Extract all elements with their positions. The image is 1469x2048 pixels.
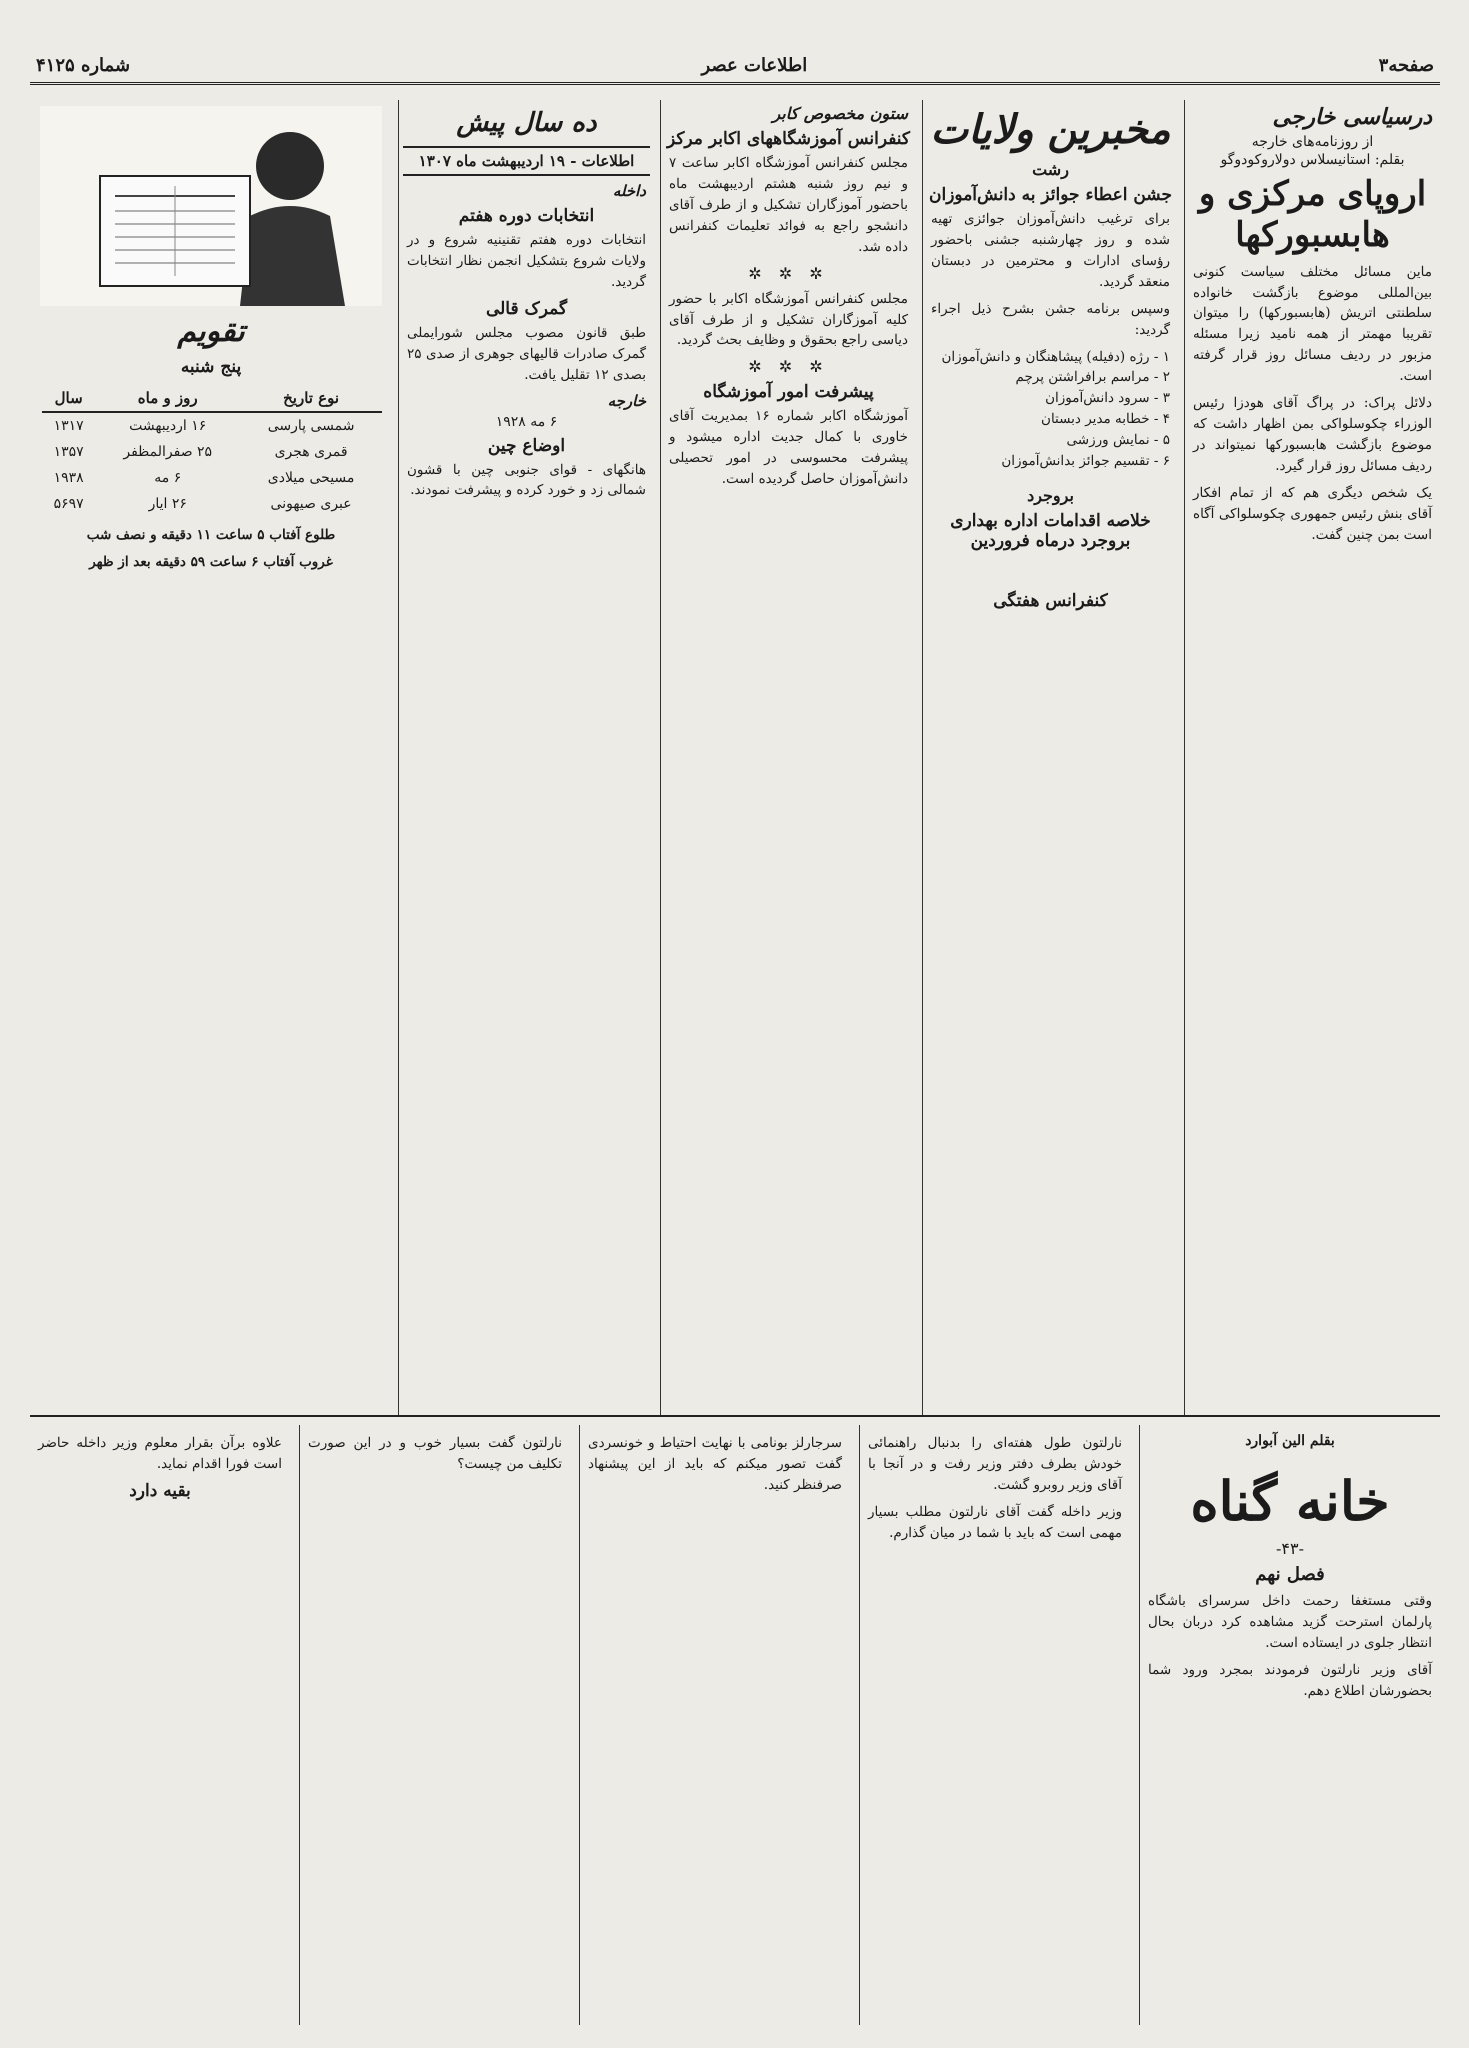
calendar-table — [42, 385, 382, 517]
calendar-cell: ۱۳۱۷ — [53, 418, 84, 434]
calendar-header: سال — [42, 385, 95, 412]
calendar-row — [42, 465, 382, 491]
serial-text-column — [30, 1425, 290, 2025]
serial-text-column — [859, 1425, 1130, 2025]
news-text: هانگهای - قوای جنوبی چین با قشون شمالی زد و خورد کرده و پیشرفت نمودند. — [407, 461, 646, 499]
dateline-place: رشت — [1032, 160, 1069, 179]
calendar-row — [42, 412, 382, 439]
article-paragraph: یک شخص دیگری هم که از تمام افکار آقای بنش رئیس جمهوری چکوسلواکی آگاه است بمن چنین گفت. — [1193, 484, 1432, 543]
article-paragraph: وسپس برنامه جشن بشرح ذیل اجراء گردید: — [931, 300, 1170, 338]
section-kicker: ستون مخصوص کابر — [772, 104, 908, 123]
news-text: طبق قانون مصوب مجلس شورایملی گمرک صادرات قالیهای جوهری از صدی ۲۵ بصدی ۱۲ تقلیل یافت. — [407, 324, 646, 383]
calendar-cell: ۱۹۳۸ — [53, 470, 84, 486]
serial-paragraph: وزیر داخله گفت آقای نارلتون مطلب بسیار مهمی است که باید با شما در میان گذارم. — [868, 1503, 1122, 1541]
column-foreign-politics — [1184, 100, 1440, 1415]
calendar-row — [42, 491, 382, 517]
news-headline: گمرک قالی — [485, 298, 568, 319]
calendar-cell: مسیحی میلادی — [267, 470, 355, 486]
program-item: ۲ - مراسم برافراشتن پرچم — [1015, 369, 1170, 386]
calendar-cell: ۶ مه — [154, 470, 182, 486]
section-kicker: درسیاسی خارجی — [1272, 104, 1432, 130]
serial-byline: بقلم الین آبوارد — [1245, 1433, 1335, 1449]
serial-paragraph: علاوه برآن بقرار معلوم وزیر داخله حاضر است فورا اقدام نماید. — [38, 1435, 282, 1472]
article-paragraph: برای ترغیب دانش‌آموزان جوائزی تهیه شده و روز چهارشنبه جشنی باحضور رؤسای ادارات و محترمین در دبستان منعقد گردید. — [931, 211, 1170, 290]
serial-paragraph: نارلتون طول هفته‌ای را بدنبال راهنمائی خودش بطرف دفتر وزیر رفت و در آنجا با آقای وزیر روبرو گشت. — [868, 1435, 1122, 1493]
issue-number: شماره ۴۱۲۵ — [36, 55, 131, 76]
calendar-header-row — [42, 385, 382, 412]
column-provincial-reporters — [922, 100, 1178, 1415]
news-headline: انتخابات دوره هفتم — [458, 206, 595, 226]
sunset-time: غروب آفتاب ۶ ساعت ۵۹ دقیقه بعد از ظهر — [89, 553, 333, 570]
calendar-cell: ۵۶۹۷ — [53, 496, 84, 512]
news-text: انتخابات دوره هفتم تقنینیه شروع و در ولایات شروع بتشکیل انجمن نظار انتخابات گردید. — [407, 232, 646, 290]
article-headline: پیشرفت امور آموزشگاه — [703, 382, 874, 403]
newspaper-name: اطلاعات عصر — [701, 55, 808, 76]
dateline-place: بروجرد — [1027, 486, 1074, 506]
serial-text-column — [579, 1425, 850, 2025]
article-title: اروپای مرکزی و هابسبورکها — [1198, 174, 1427, 255]
page-header — [30, 40, 1440, 85]
article-paragraph: آموزشگاه اکابر شماره ۱۶ بمدیریت آقای خاوری با کمال جدیت اداره میشود و پیشرفت محسوسی در امور تحصیلی دانش‌آموزان حاصل گردیده است. — [669, 408, 908, 488]
foreign-date: ۶ مه ۱۹۲۸ — [495, 413, 558, 430]
article-paragraph: مجلس کنفرانس آموزشگاه اکابر ساعت ۷ و نیم روز شنبه هشتم اردیبهشت ماه باحضور آموزگاران تشکیل و از طرف آقای دانشجو راجع به فوائد تعلیمات کنفرانس داده شد. — [669, 155, 908, 255]
news-headline: اوضاع چین — [487, 435, 566, 456]
column-ten-years-ago — [398, 100, 654, 1415]
calendar-cell: قمری هجری — [274, 444, 348, 460]
article-headline: کنفرانس آموزشگاههای اکابر مرکز — [666, 129, 911, 149]
calendar-title: تقویم — [177, 314, 245, 349]
column-calendar — [30, 100, 392, 1415]
calendar-cell: عبری صیهونی — [270, 496, 352, 512]
program-item: ۴ - خطابه مدیر دبستان — [1041, 411, 1170, 428]
program-item: ۵ - نمایش ورزشی — [1066, 432, 1170, 449]
newspaper-page — [30, 40, 1440, 2030]
calendar-cell: ۱۶ اردیبهشت — [129, 418, 207, 434]
calendar-cell: ۲۶ ایار — [148, 496, 187, 512]
program-item: ۶ - تقسیم جوائز بدانش‌آموزان — [1001, 453, 1170, 470]
reader-icon — [40, 106, 382, 306]
subsection-title: خارجه — [607, 391, 646, 410]
section-divider — [30, 1415, 1440, 1417]
serial-title-column — [1139, 1425, 1440, 2025]
calendar-row — [42, 439, 382, 465]
calendar-header: روز و ماه — [95, 385, 240, 412]
page-number: صفحه۳ — [1378, 55, 1434, 76]
separator-ornament: ✲ ✲ ✲ — [748, 357, 829, 377]
article-paragraph: ماین مسائل مختلف سیاست کنونی بین‌المللی موضوع بازگشت خانواده سلطنتی اتریش (هابسبورکها) را میتوان تقریبا مهمتر از همه نامید زیرا مسئله مزبور در ردیف مسائل روز قرار گرفته است. — [1193, 263, 1432, 385]
separator-ornament: ✲ ✲ ✲ — [748, 263, 829, 283]
continued-label: بقیه دارد — [129, 1480, 191, 1501]
archive-dateline: اطلاعات - ۱۹ اردیبهشت ماه ۱۳۰۷ — [403, 146, 650, 176]
article-headline: جشن اعطاء جوائز به دانش‌آموزان — [929, 185, 1172, 205]
article-headline: خلاصه اقدامات اداره بهداری بروجرد درماه فروردین — [950, 511, 1151, 552]
column-adult-education — [660, 100, 916, 1415]
article-paragraph: مجلس کنفرانس آموزشگاه اکابر با حضور کلیه آموزگاران تشکیل و از طرف آقای دیاسی راجع بحقوق و وظایف بحث گردید. — [669, 290, 908, 349]
chapter-title: فصل نهم — [1255, 1564, 1325, 1585]
calendar-cell: ۲۵ صفرالمظفر — [123, 444, 213, 460]
serial-number: -۴۳- — [1276, 1539, 1304, 1558]
serial-paragraph: سرجارلز بونامی با نهایت احتیاط و خونسردی گفت تصور میکنم که باید از این پیشنهاد صرفنظر کنید. — [588, 1435, 842, 1493]
serial-text-column — [299, 1425, 570, 2025]
source-line: از روزنامه‌های خارجه — [1251, 134, 1374, 150]
serial-paragraph: وقتی مستغفا رحمت داخل سرسرای باشگاه پارلمان استرحت گزید مشاهده کرد دربان بحال انتظار جلوی در ایستاده است. — [1148, 1593, 1432, 1651]
article-headline: کنفرانس هفتگی — [993, 591, 1108, 612]
man-reading-newspaper-illustration — [40, 106, 382, 306]
serial-paragraph: نارلتون گفت بسیار خوب و در این صورت تکلیف من چیست؟ — [308, 1435, 562, 1472]
calendar-cell: شمسی پارسی — [267, 418, 355, 434]
author-byline: بقلم: استانیسلاس دولاروکودوگو — [1220, 152, 1405, 168]
serial-story-section — [30, 1425, 1440, 2025]
sunrise-time: طلوع آفتاب ۵ ساعت ۱۱ دقیقه و نصف شب — [86, 527, 336, 543]
program-item: ۱ - رژه (دفیله) پیشاهنگان و دانش‌آموزان — [941, 348, 1170, 365]
section-title: ده سال پیش — [456, 108, 597, 138]
calendar-header: نوع تاریخ — [240, 385, 382, 412]
section-title: مخبرین ولایات — [930, 106, 1171, 153]
article-paragraph: دلائل پراک: در پراگ آقای هودزا رئیس الوزراء چکوسلواکی بمن اظهار داشت که موضوع بازگشت هابسبورکها نمیتواند در ردیف مسائل روز قرار گیرد. — [1193, 395, 1432, 474]
serial-paragraph: آقای وزیر نارلتون فرمودند بمجرد ورود شما بحضورشان اطلاع دهم. — [1148, 1661, 1432, 1699]
calendar-cell: ۱۳۵۷ — [53, 444, 84, 460]
subsection-title: داخله — [612, 182, 646, 200]
serial-title: خانه گناه — [1190, 1469, 1390, 1533]
program-item: ۳ - سرود دانش‌آموزان — [1045, 390, 1170, 407]
weekday: پنج شنبه — [180, 357, 242, 377]
